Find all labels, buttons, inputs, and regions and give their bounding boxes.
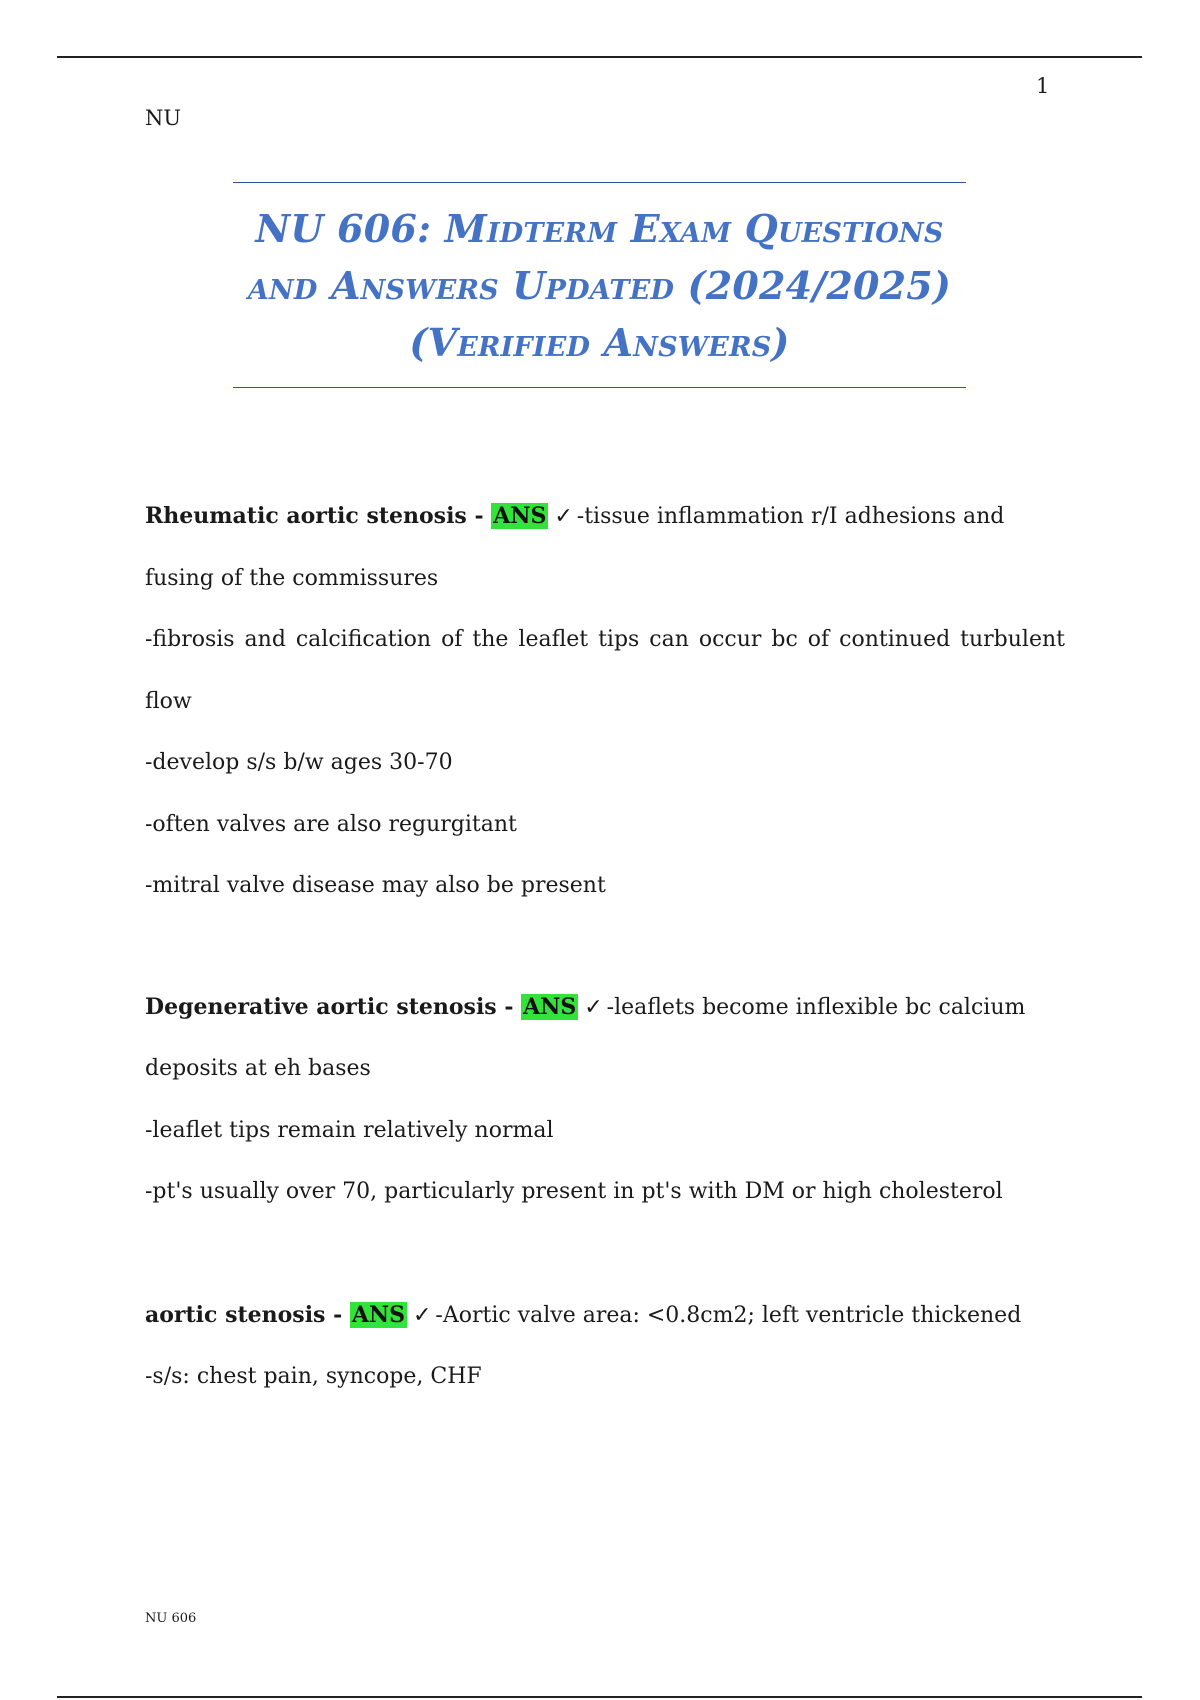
qa-entries: [145, 486, 1065, 1468]
top-rule: [57, 56, 1142, 58]
entry-line: deposits at eh bases: [145, 1056, 371, 1081]
title-block: [233, 182, 966, 388]
title-line: NU 606: Midterm Exam Questions: [255, 205, 944, 251]
ans-badge: ANS: [493, 503, 547, 529]
entry-first-line: [145, 486, 1065, 548]
title-line: (Verified Answers): [409, 319, 790, 365]
entry-term: Degenerative aortic stenosis -: [145, 993, 522, 1020]
entry-first-line: [145, 1285, 1065, 1347]
entry-term: aortic stenosis -: [145, 1301, 350, 1328]
entry-line: -leaflet tips remain relatively normal: [145, 1117, 554, 1143]
entry-line: -develop s/s b/w ages 30-70: [145, 750, 453, 775]
entry-line: -pt's usually over 70, particularly present in pt's with DM or high cholesterol: [145, 1179, 1003, 1204]
checkmark-icon: ✓: [584, 994, 603, 1020]
qa-entry: [145, 486, 1065, 917]
ans-badge: ANS: [523, 993, 577, 1020]
entry-line: flow: [145, 688, 192, 714]
page-number: 1: [1036, 74, 1050, 98]
entry-line: -fibrosis and calcification of the leaflet tips can occur bc of continued turbulent: [145, 627, 1065, 652]
page-header: NU: [145, 106, 182, 130]
qa-entry: [145, 977, 1065, 1223]
entry-answer-text: -tissue inflammation r/I adhesions and: [576, 504, 1005, 529]
qa-entry: [145, 1285, 1065, 1408]
entry-line: -often valves are also regurgitant: [145, 811, 517, 837]
bottom-rule: [57, 1696, 1142, 1698]
checkmark-icon: ✓: [554, 504, 573, 529]
checkmark-icon: ✓: [412, 1302, 432, 1328]
entry-answer-text: -Aortic valve area: <0.8cm2; left ventricle thickened: [435, 1302, 1022, 1328]
page-footer: NU 606: [145, 1611, 197, 1626]
title-line: and Answers Updated (2024/2025): [247, 262, 952, 308]
entry-line: -mitral valve disease may also be present: [145, 873, 606, 898]
entry-line: -s/s: chest pain, syncope, CHF: [145, 1364, 482, 1389]
entry-term: Rheumatic aortic stenosis -: [145, 503, 492, 529]
ans-badge: ANS: [351, 1301, 405, 1328]
entry-line: fusing of the commissures: [145, 565, 439, 591]
entry-answer-text: -leaflets become inflexible bc calcium: [606, 994, 1026, 1020]
document-title: [240, 200, 960, 371]
entry-first-line: [145, 977, 1065, 1039]
